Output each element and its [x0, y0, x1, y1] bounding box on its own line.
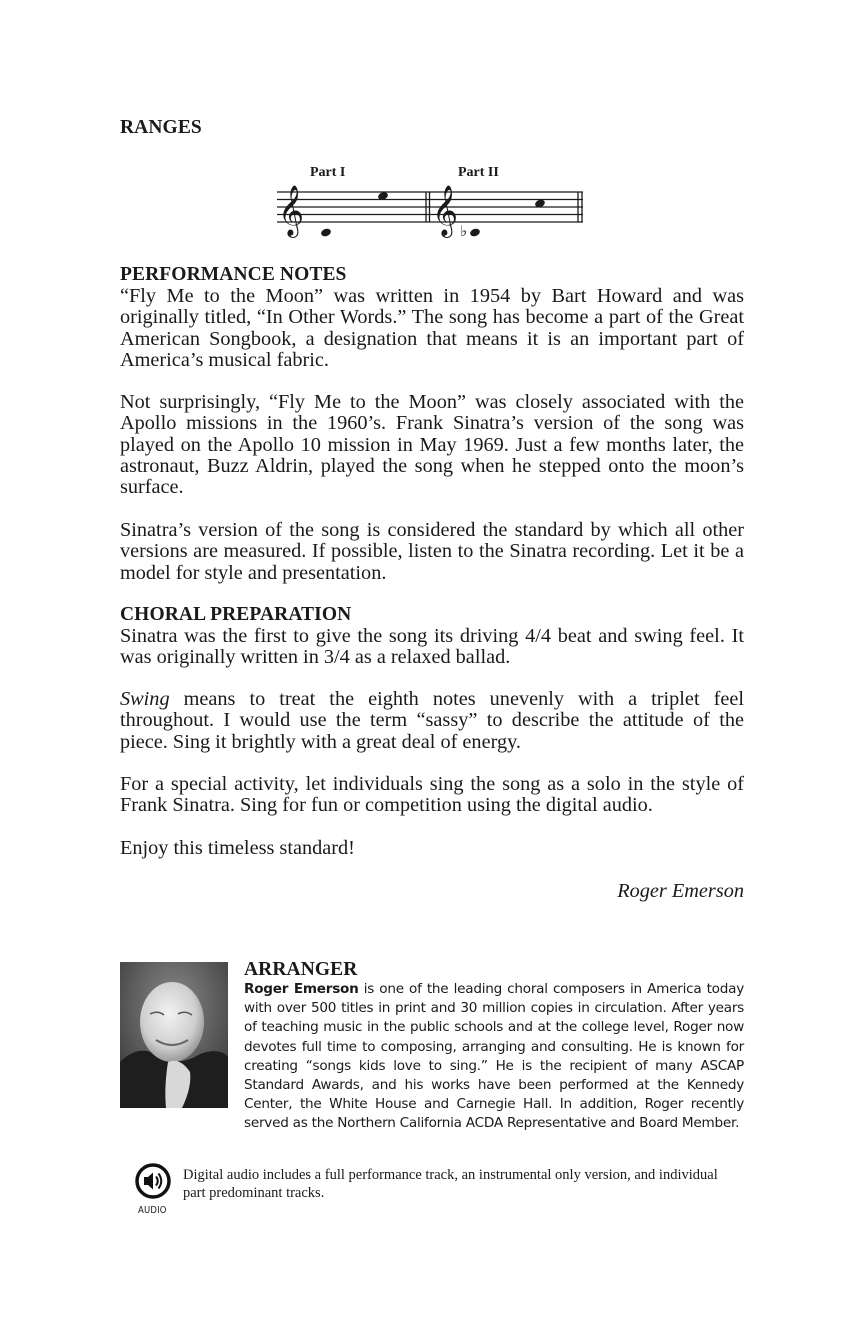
choral-paragraph: For a special activity, let individuals sing the song as a solo in the style of Frank Sinatra. Sing for fun or competition using the digital audio.	[120, 773, 744, 817]
performance-notes-heading: PERFORMANCE NOTES	[120, 264, 347, 285]
swing-description: means to treat the eighth notes unevenly with a triplet feel throughout. I would use the term “sassy” to describe the attitude of the piece. Sing it brightly with a great deal of energy.	[120, 688, 744, 753]
part-2-label: Part II	[458, 165, 499, 180]
choral-paragraph: Enjoy this timeless standard!	[120, 837, 355, 859]
choral-preparation-heading: CHORAL PREPARATION	[120, 604, 352, 625]
note-part1-low	[320, 227, 332, 237]
performance-paragraph: Sinatra’s version of the song is considered the standard by which all other versions are measured. If possible, listen to the Sinatra recording. Let it be a model for style and presentation.	[120, 519, 744, 584]
choral-paragraph: Sinatra was the first to give the song its driving 4/4 beat and swing feel. It was originally written in 3/4 as a relaxed ballad.	[120, 625, 744, 669]
ranges-heading: RANGES	[120, 117, 202, 138]
treble-clef-icon: 𝄞	[432, 185, 459, 236]
arranger-name: Roger Emerson	[244, 981, 359, 997]
signature: Roger Emerson	[617, 880, 744, 902]
note-part2-low	[469, 227, 481, 237]
audio-label: AUDIO	[138, 1205, 167, 1216]
performance-paragraph: Not surprisingly, “Fly Me to the Moon” was closely associated with the Apollo missions in the 1960’s. Frank Sinatra’s version of the song was played on the Apollo 10 mission in May 1969. Just a few months later, the astronaut, Buzz Aldrin, played the song when he stepped onto the moon’s surface.	[120, 391, 744, 499]
speaker-audio-icon	[134, 1162, 172, 1200]
choral-paragraph	[120, 689, 744, 753]
ranges-staff	[270, 155, 590, 245]
arranger-photo	[120, 962, 228, 1108]
arranger-heading: ARRANGER	[244, 959, 358, 980]
performance-paragraph: “Fly Me to the Moon” was written in 1954 by Bart Howard and was originally titled, “In Other Words.” The song has become a part of the Great American Songbook, a designation that means it is an important part of America’s musical fabric.	[120, 285, 744, 371]
treble-clef-icon: 𝄞	[278, 185, 305, 236]
swing-term: Swing	[120, 688, 170, 710]
arranger-bio-text: is one of the leading choral composers in America today with over 500 titles in print and 30 million copies in circulation. After years of teaching music in the public schools and at the college level, Roger now devotes full time to composing, arranging and consulting. He is known for creating “songs kids love to sing.” He is the recipient of many ASCAP Standard Awards, and his works have been performed at the Kennedy Center, the White House and Carnegie Hall. In addition, Roger recently served as the Northern California ACDA Representative and Board Member.	[244, 981, 744, 1132]
arranger-bio	[244, 980, 744, 1134]
flat-accidental-icon: ♭	[460, 222, 468, 240]
audio-note: Digital audio includes a full performance track, an instrumental only version, and individual part predominant tracks.	[183, 1167, 718, 1201]
part-1-label: Part I	[310, 165, 346, 180]
